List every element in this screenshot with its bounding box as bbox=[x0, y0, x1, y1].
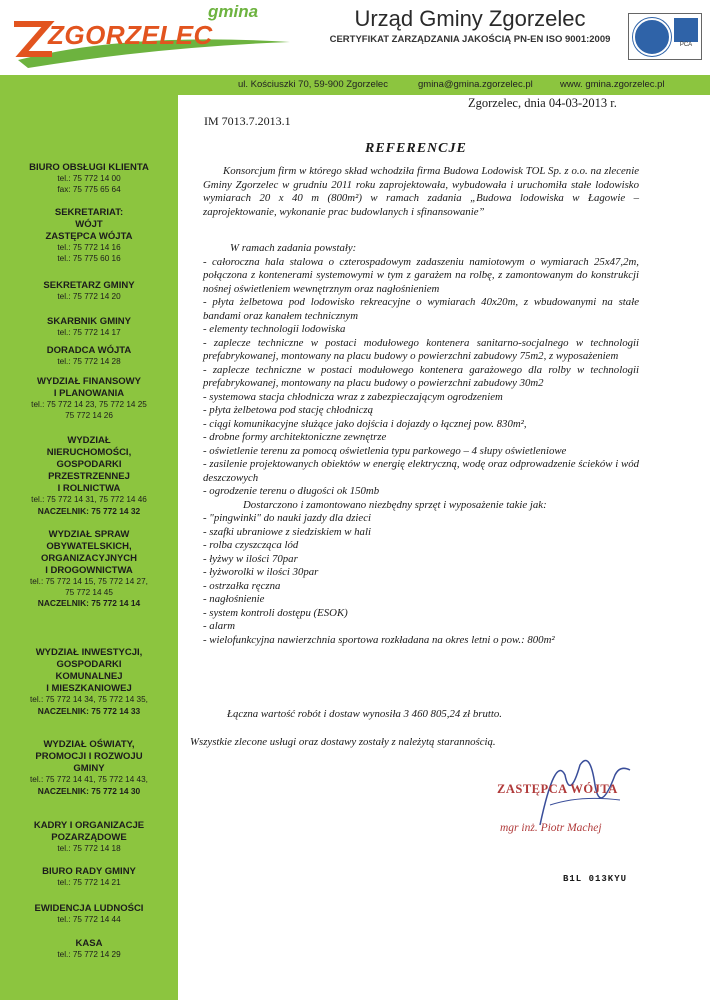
works-list-item: - zasilenie projektowanych obiektów w energię elektryczną, wodę oraz odprowadzenie ścieków i wód deszczowych bbox=[203, 458, 639, 484]
sidebar-heading: WYDZIAŁ FINANSOWY bbox=[37, 376, 141, 387]
sidebar-phone: tel.: 75 772 14 15, 75 772 14 27, bbox=[30, 577, 148, 586]
equipment-list-item: - szafki ubraniowe z siedziskiem w hali bbox=[203, 525, 371, 538]
works-list-item: - płyta żelbetowa pod stację chłodniczą bbox=[203, 404, 374, 416]
sidebar-heading: SEKRETARIAT: bbox=[54, 207, 124, 218]
sidebar-phone: tel.: 75 772 14 18 bbox=[57, 844, 121, 853]
sidebar-heading: DORADCA WÓJTA bbox=[46, 345, 132, 356]
sidebar-section bbox=[0, 903, 178, 926]
works-list-item: - drobne formy architektoniczne zewnętrze bbox=[203, 431, 387, 443]
sidebar-section bbox=[0, 280, 178, 303]
sidebar-heading: WYDZIAŁ SPRAW bbox=[48, 529, 130, 540]
sidebar-heading: ZASTĘPCA WÓJTA bbox=[45, 231, 133, 242]
sidebar-heading: I MIESZKANIOWEJ bbox=[46, 683, 132, 694]
sidebar-phone: tel.: 75 772 14 23, 75 772 14 25 bbox=[31, 400, 147, 409]
office-block bbox=[320, 6, 620, 45]
works-list-item: - płyta żelbetowa pod lodowisko rekreacyjne o wymiarach 40x20m, z wbudowanymi na stałe bandami oraz kanałem technicznym bbox=[203, 296, 639, 322]
sidebar-heading: GOSPODARKI bbox=[56, 659, 122, 670]
sidebar-section bbox=[0, 820, 178, 855]
sidebar-section bbox=[0, 345, 178, 368]
sidebar-section bbox=[0, 866, 178, 889]
sidebar-heading: KASA bbox=[75, 938, 103, 949]
equipment-intro: Dostarczono i zamontowano niezbędny sprzęt i wyposażenie takie jak: bbox=[243, 498, 547, 511]
sidebar-phone: tel.: 75 772 14 34, 75 772 14 35, bbox=[30, 695, 148, 704]
equipment-items bbox=[203, 512, 639, 647]
sidebar-section bbox=[0, 647, 178, 717]
works-list-item: - ogrodzenie terenu o długości ok 150mb bbox=[203, 485, 380, 497]
works-list bbox=[203, 242, 639, 647]
works-list-item: - całoroczna hala stalowa o czterospadowym zadaszeniu namiotowym o wymiarach 25x47,2m, połączona z kontenerami systemowymi w tym z garażem na rolbę, z zamontowanym do konstrukcji nośnej oświetleniem wewnętrznym oraz nagłośnieniem bbox=[203, 255, 639, 295]
sidebar-phone: tel.: 75 772 14 16 bbox=[57, 243, 121, 252]
sidebar-heading: SKARBNIK GMINY bbox=[47, 316, 131, 327]
equipment-list-item: - nagłośnienie bbox=[203, 593, 265, 605]
equipment-list-item: - łyżwy w ilości 70par bbox=[203, 552, 298, 565]
sidebar-heading: WYDZIAŁ OŚWIATY, bbox=[43, 739, 135, 750]
equipment-list-item: - ostrzałka ręczna bbox=[203, 579, 281, 592]
sidebar-head-phone: NACZELNIK: 75 772 14 30 bbox=[37, 785, 141, 796]
works-items bbox=[203, 256, 639, 499]
sidebar-phone: tel.: 75 772 14 41, 75 772 14 43, bbox=[30, 775, 148, 784]
certification-badges bbox=[628, 13, 702, 60]
pca-logo-icon bbox=[674, 18, 698, 42]
sidebar-head-phone: NACZELNIK: 75 772 14 14 bbox=[37, 598, 141, 608]
sidebar-phone: tel.: 75 772 14 00 bbox=[57, 174, 121, 183]
letter-heading: REFERENCJE bbox=[365, 141, 467, 156]
sidebar-heading: KADRY I ORGANIZACJE bbox=[33, 820, 145, 831]
sidebar-heading: BIURO RADY GMINY bbox=[42, 866, 136, 877]
sidebar-head-phone: NACZELNIK: 75 772 14 32 bbox=[37, 505, 141, 516]
reference-number: IM 7013.7.2013.1 bbox=[204, 114, 291, 128]
sidebar-heading: PRZESTRZENNEJ bbox=[48, 471, 130, 482]
gmina-logo bbox=[8, 2, 298, 72]
sidebar-section bbox=[0, 435, 178, 517]
sidebar-phone: 75 772 14 45 bbox=[65, 587, 113, 597]
sidebar-section bbox=[0, 938, 178, 961]
sidebar-section bbox=[0, 529, 178, 609]
works-list-item: - systemowa stacja chłodnicza wraz z zabezpieczającym ogrodzeniem bbox=[203, 390, 503, 403]
sidebar-phone: 75 772 14 26 bbox=[65, 410, 113, 420]
sidebar-heading: GOSPODARKI bbox=[56, 459, 122, 470]
office-title: Urząd Gminy Zgorzelec bbox=[354, 6, 586, 31]
sidebar-phone: tel.: 75 772 14 44 bbox=[57, 915, 121, 924]
certification-seal-icon bbox=[633, 18, 671, 56]
barcode-text: B1L 013KYU bbox=[563, 874, 628, 884]
equipment-list-item: - łyżworolki w ilości 30par bbox=[203, 566, 319, 578]
works-list-item: - oświetlenie terenu za pomocą oświetlenia typu parkowego – 4 słupy oświetleniowe bbox=[203, 444, 567, 457]
sidebar-heading: I PLANOWANIA bbox=[53, 388, 125, 399]
email-link[interactable]: gmina@gmina.zgorzelec.pl bbox=[418, 79, 533, 90]
sidebar-head-phone: NACZELNIK: 75 772 14 33 bbox=[37, 705, 141, 716]
equipment-list-item: - "pingwinki" do nauki jazdy dla dzieci bbox=[203, 512, 372, 524]
sidebar-heading: NIERUCHOMOŚCI, bbox=[46, 447, 132, 458]
sidebar-section bbox=[0, 376, 178, 421]
signature-title: ZASTĘPCA WÓJTA bbox=[497, 782, 618, 796]
works-list-item: - zaplecze techniczne w postaci modułowego kontenera sanitarno-socjalnego w technologii prefabrykowanej, montowany na placu budowy o powierzchni zabudowy 75m2, z wyposażeniem bbox=[203, 336, 639, 362]
certificate-line: CERTYFIKAT ZARZĄDZANIA JAKOŚCIĄ PN-EN ISO 9001:2009 bbox=[329, 34, 611, 45]
total-value: Łączna wartość robót i dostaw wynosiła 3 460 805,24 zł brutto. bbox=[227, 708, 502, 720]
sidebar-phone: tel.: 75 775 60 16 bbox=[57, 253, 121, 263]
sidebar-heading: I DROGOWNICTWA bbox=[45, 565, 133, 576]
logo-main-text: ZGORZELEC bbox=[48, 20, 213, 50]
equipment-list-item: - alarm bbox=[203, 620, 236, 632]
sidebar-phone: fax: 75 775 65 64 bbox=[57, 184, 121, 194]
sidebar-heading: PROMOCJI I ROZWOJU bbox=[35, 751, 143, 762]
sidebar-heading: POZARZĄDOWE bbox=[51, 832, 127, 843]
sidebar-section bbox=[0, 207, 178, 264]
works-list-item: - zaplecze techniczne w postaci modułowego kontenera garażowego dla rolby w technologii prefabrykowanej, montowany na placu budowy o powierzchni zabudowy 30m2 bbox=[203, 363, 639, 389]
logo-small-text: gmina bbox=[208, 2, 259, 21]
intro-paragraph: Konsorcjum firm w którego skład wchodziła firma Budowa Lodowisk TOL Sp. z o.o. na zlecenie Gminy Zgorzelec w grudniu 2011 roku zaprojektowała, wybudowała i uruchomiła stałe lodowisko wymiarach 20 x 40 m (800m²) w ramach zadania „Budowa lodowiska w Łagowie – zaprojektowanie, wykonanie prac budowlanych i sfinansowanie” bbox=[203, 165, 639, 218]
closing-sentence: Wszystkie zlecone usługi oraz dostawy zostały z należytą starannością. bbox=[190, 736, 496, 748]
sidebar-heading: KOMUNALNEJ bbox=[55, 671, 123, 682]
sidebar-phone: tel.: 75 772 14 21 bbox=[57, 878, 121, 887]
address-text: ul. Kościuszki 70, 59-900 Zgorzelec bbox=[238, 79, 388, 90]
works-list-item: - elementy technologii lodowiska bbox=[203, 323, 346, 335]
sidebar-phone: tel.: 75 772 14 29 bbox=[57, 950, 121, 959]
sidebar-phone: tel.: 75 772 14 20 bbox=[57, 292, 121, 301]
equipment-list-item: - system kontroli dostępu (ESOK) bbox=[203, 606, 348, 619]
sidebar-heading: WYDZIAŁ bbox=[67, 435, 111, 446]
sidebar-section bbox=[0, 739, 178, 797]
sidebar-heading: WÓJT bbox=[75, 219, 103, 230]
sidebar-heading: ORGANIZACYJNYCH bbox=[40, 553, 138, 564]
pca-label: PCA bbox=[679, 42, 693, 48]
works-list-item: - ciągi komunikacyjne służące jako dojścia i dojazdy o łącznej pow. 830m², bbox=[203, 417, 527, 430]
sidebar-heading: OBYWATELSKICH, bbox=[46, 541, 132, 552]
sidebar-phone: tel.: 75 772 14 31, 75 772 14 46 bbox=[31, 495, 147, 504]
letterhead bbox=[0, 0, 710, 75]
sidebar-heading: GMINY bbox=[73, 763, 105, 774]
equipment-list-item: - rolba czyszcząca lód bbox=[203, 539, 299, 551]
works-list-intro: W ramach zadania powstały: bbox=[230, 242, 357, 254]
sidebar-heading: SEKRETARZ GMINY bbox=[43, 280, 135, 291]
sidebar-section bbox=[0, 162, 178, 195]
signature-name: mgr inż. Piotr Machej bbox=[500, 822, 602, 834]
place-date: Zgorzelec, dnia 04-03-2013 r. bbox=[468, 96, 617, 110]
sidebar-phone: tel.: 75 772 14 28 bbox=[57, 357, 121, 366]
sidebar-heading: WYDZIAŁ INWESTYCJI, bbox=[35, 647, 143, 658]
sidebar-section bbox=[0, 316, 178, 339]
sidebar-phone: tel.: 75 772 14 17 bbox=[57, 328, 121, 337]
sidebar-heading: EWIDENCJA LUDNOŚCI bbox=[34, 903, 144, 914]
sidebar-heading: BIURO OBSŁUGI KLIENTA bbox=[29, 162, 149, 173]
equipment-list-item: - wielofunkcyjna nawierzchnia sportowa rozkładana na okres letni o pow.: 800m² bbox=[203, 633, 555, 646]
sidebar-heading: I ROLNICTWA bbox=[57, 483, 121, 494]
website-link[interactable]: www. gmina.zgorzelec.pl bbox=[560, 79, 665, 90]
